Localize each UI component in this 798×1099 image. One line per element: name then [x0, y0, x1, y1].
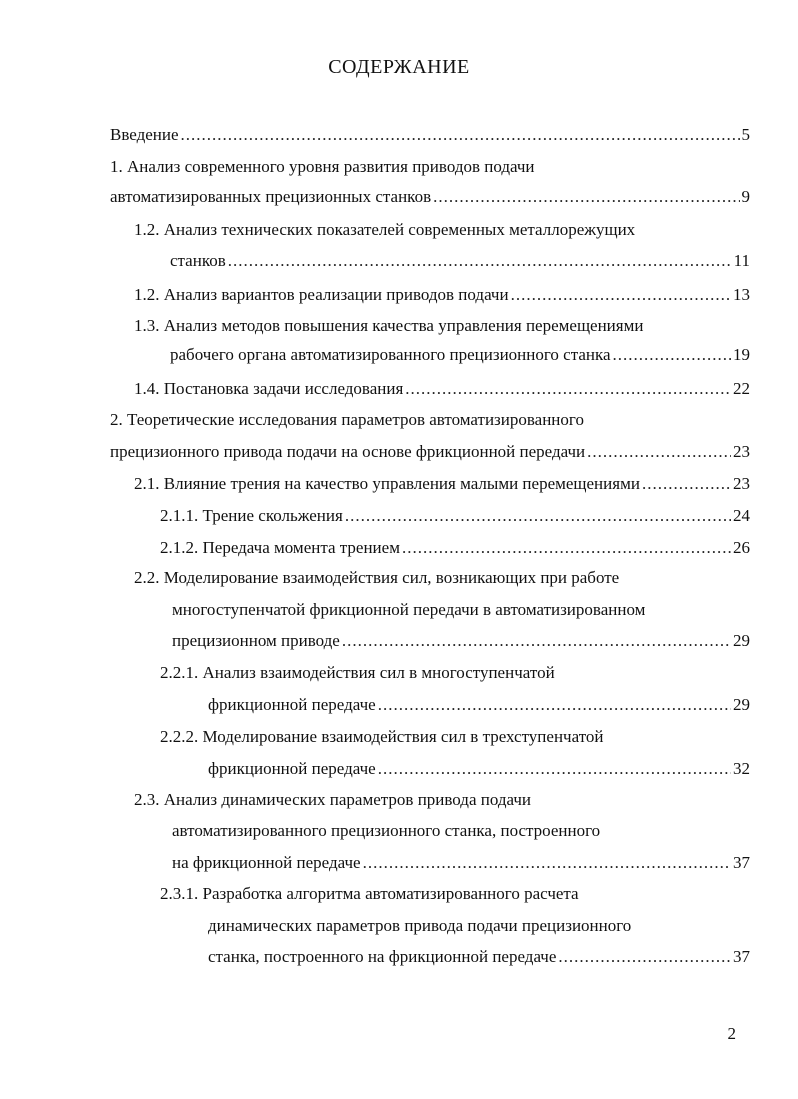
- toc-entry-title: автоматизированных прецизионных станков: [110, 187, 432, 206]
- toc-entry-title: 2. Теоретические исследования параметров автоматизированного: [110, 410, 584, 429]
- toc-leader-dots: [402, 536, 731, 560]
- toc-page-number: 29: [733, 631, 750, 650]
- toc-entry-introduction[interactable]: [110, 123, 750, 147]
- toc-page-number: 23: [733, 474, 750, 493]
- toc-leader-dots: [378, 757, 731, 781]
- page-title: СОДЕРЖАНИЕ: [328, 56, 470, 78]
- toc-entry-title: 2.1. Влияние трения на качество управления малыми перемещениями: [134, 474, 640, 493]
- toc-page-number: 9: [741, 187, 750, 206]
- toc-entry-title: 1.4. Постановка задачи исследования: [134, 379, 404, 398]
- toc-leader-dots: [587, 440, 731, 464]
- toc-entry-title: прецизионном приводе: [172, 631, 340, 650]
- toc-entry-title: многоступенчатой фрикционной передачи в автоматизированном: [172, 600, 646, 619]
- toc-entry-1-2-b[interactable]: [134, 283, 750, 307]
- toc-entry-2-1[interactable]: [134, 472, 750, 496]
- toc-entry-2-2[interactable]: [172, 629, 750, 653]
- toc-entry-title: динамических параметров привода подачи прецизионного: [208, 916, 632, 935]
- toc-leader-dots: [405, 377, 731, 401]
- toc-entry-2-3[interactable]: [172, 851, 750, 875]
- toc-page-number: 24: [733, 506, 750, 525]
- toc-leader-dots: [613, 343, 731, 367]
- toc-entry-title: 2.3. Анализ динамических параметров привода подачи: [134, 790, 532, 809]
- toc-page-number: 32: [733, 759, 750, 778]
- toc-page-number: 37: [733, 853, 750, 872]
- toc-entry-title: 1.2. Анализ технических показателей современных металлорежущих: [134, 220, 636, 239]
- toc-leader-dots: [433, 185, 739, 209]
- toc-page-number: 5: [741, 125, 750, 144]
- toc-leader-dots: [342, 629, 731, 653]
- toc-entry-title: 1.3. Анализ методов повышения качества управления перемещениями: [134, 316, 644, 335]
- toc-leader-dots: [363, 851, 731, 875]
- toc-entry-title: 2.2.2. Моделирование взаимодействия сил в трехступенчатой: [160, 727, 604, 746]
- toc-page-number: 26: [733, 538, 750, 557]
- toc-entry-title: фрикционной передаче: [208, 759, 376, 778]
- toc-entry-2-3-1[interactable]: [208, 945, 750, 969]
- toc-leader-dots: [228, 249, 732, 273]
- toc-entry-1-3[interactable]: [170, 343, 750, 367]
- toc-entry-chapter-2[interactable]: [110, 440, 750, 464]
- toc-entry-title: 2.2. Моделирование взаимодействия сил, возникающих при работе: [134, 568, 620, 587]
- toc-page-number: 22: [733, 379, 750, 398]
- toc-entry-chapter-1[interactable]: [110, 185, 750, 209]
- toc-entry-title: прецизионного привода подачи на основе фрикционной передачи: [110, 442, 586, 461]
- toc-entry-title: автоматизированного прецизионного станка, построенного: [172, 821, 601, 840]
- toc-leader-dots: [558, 945, 731, 969]
- toc-entry-1-4[interactable]: [134, 377, 750, 401]
- toc-entry-title: станка, построенного на фрикционной передаче: [208, 947, 557, 966]
- toc-entry-2-2-1[interactable]: [208, 693, 750, 717]
- toc-entry-2-1-1[interactable]: [160, 504, 750, 528]
- toc-entry-title: на фрикционной передаче: [172, 853, 361, 872]
- toc-entry-title: 2.3.1. Разработка алгоритма автоматизированного расчета: [160, 884, 579, 903]
- toc-page-number: 11: [733, 251, 750, 270]
- toc-entry-title: 1.2. Анализ вариантов реализации приводов подачи: [134, 285, 509, 304]
- page-number: 2: [727, 1024, 736, 1043]
- toc-entry-title: Введение: [110, 125, 179, 144]
- toc-entry-title: 2.1.1. Трение скольжения: [160, 506, 343, 525]
- toc-page-number: 13: [733, 285, 750, 304]
- toc-entry-title: 2.1.2. Передача момента трением: [160, 538, 400, 557]
- toc-page-number: 19: [733, 345, 750, 364]
- toc-entry-2-1-2[interactable]: [160, 536, 750, 560]
- toc-entry-title: 2.2.1. Анализ взаимодействия сил в многоступенчатой: [160, 663, 555, 682]
- toc-entry-title: фрикционной передаче: [208, 695, 376, 714]
- toc-page-number: 37: [733, 947, 750, 966]
- toc-entry-1-2-a[interactable]: [170, 249, 750, 273]
- toc-leader-dots: [642, 472, 731, 496]
- toc-page-number: 23: [733, 442, 750, 461]
- toc-page-number: 29: [733, 695, 750, 714]
- toc-entry-title: рабочего органа автоматизированного прецизионного станка: [170, 345, 611, 364]
- toc-leader-dots: [181, 123, 740, 147]
- toc-entry-title: станков: [170, 251, 226, 270]
- toc-leader-dots: [345, 504, 731, 528]
- toc-entry-title: 1. Анализ современного уровня развития приводов подачи: [110, 157, 535, 176]
- toc-leader-dots: [378, 693, 731, 717]
- toc-leader-dots: [511, 283, 731, 307]
- toc-entry-2-2-2[interactable]: [208, 757, 750, 781]
